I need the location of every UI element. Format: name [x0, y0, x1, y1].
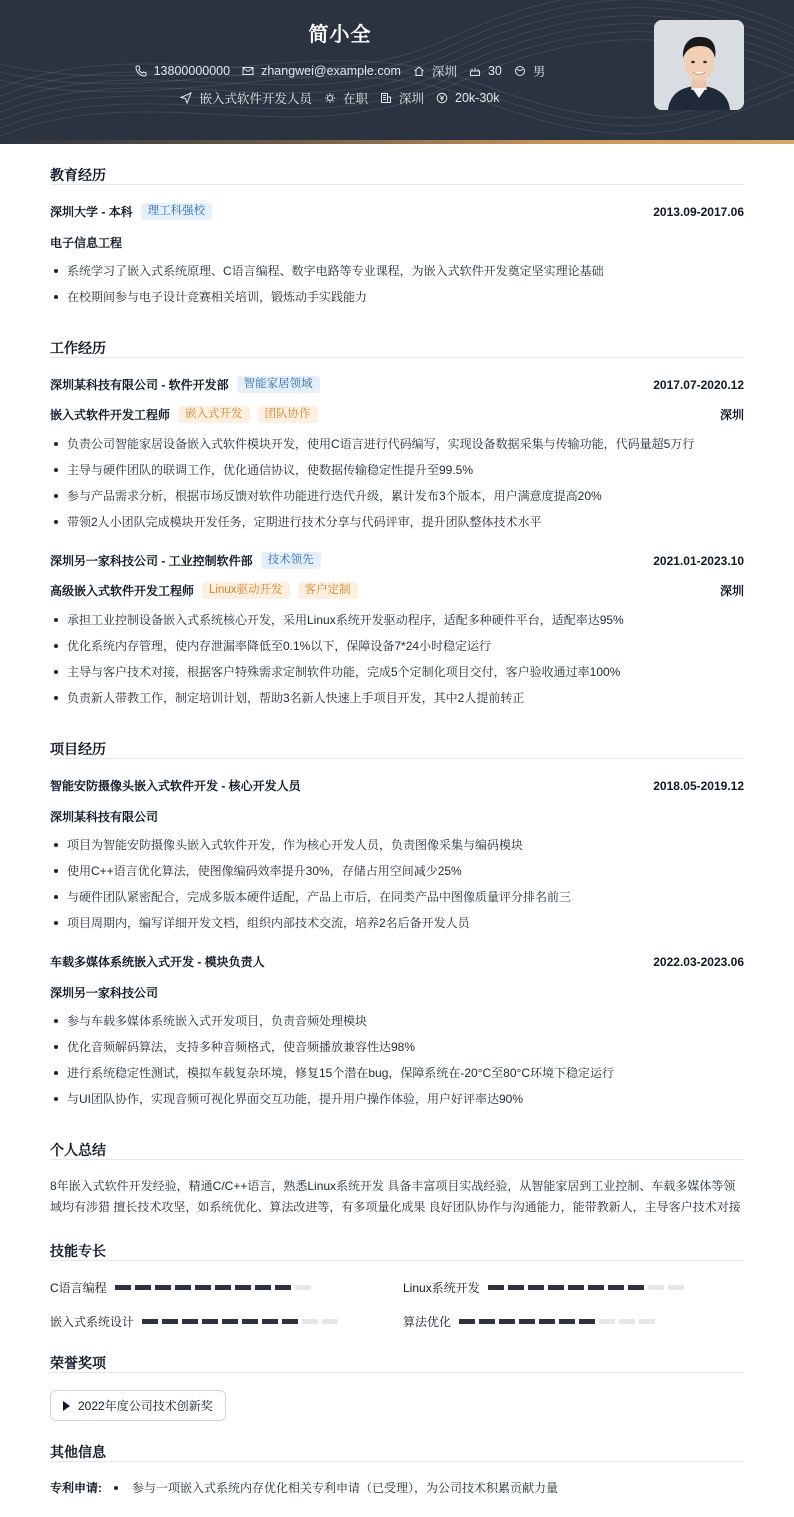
summary-text	[50, 1176, 744, 1218]
skill-dash-filled	[115, 1285, 131, 1290]
list-item: 进行系统稳定性测试，模拟车载复杂环境，修复15个潜在bug，保障系统在-20°C至80°C环境下稳定运行	[50, 1060, 744, 1086]
skill-dash-empty	[599, 1319, 615, 1324]
skill-dash-filled	[519, 1319, 535, 1324]
job-title-info	[180, 89, 312, 107]
skill-dash-empty	[295, 1285, 311, 1290]
major-name: 电子信息工程	[50, 236, 123, 250]
list-item: 负责公司智能家居设备嵌入式软件模块开发，使用C语言进行代码编写，实现设备数据采集与传输功能，代码量超5万行	[50, 431, 744, 457]
project-entry-header	[50, 777, 744, 794]
skill-dash-filled	[488, 1285, 504, 1290]
work-city: 深圳	[719, 584, 744, 598]
target-city-text: 深圳	[399, 92, 425, 106]
phone-info	[135, 64, 230, 78]
skill-dash-filled	[215, 1285, 231, 1290]
skill-dash-filled	[255, 1285, 271, 1290]
phone-text: 13800000000	[153, 64, 231, 78]
skill-dash-filled	[528, 1285, 544, 1290]
gender-text: 男	[532, 65, 546, 79]
skill-name: C语言编程	[50, 1281, 107, 1295]
play-triangle-icon	[63, 1401, 70, 1411]
skill-dash-empty	[322, 1319, 338, 1324]
project-title: 车载多媒体系统嵌入式开发 - 模块负责人	[50, 955, 265, 969]
work-entry-header	[50, 376, 744, 393]
role-title: 嵌入式软件开发工程师	[50, 408, 171, 422]
education-bullets	[50, 258, 744, 310]
work-city: 深圳	[719, 408, 744, 422]
list-item: 项目周期内，编写详细开发文档，组织内部技术交流，培养2名后备开发人员	[50, 910, 744, 936]
skill-dash-filled	[539, 1319, 555, 1324]
skill-name: 嵌入式系统设计	[50, 1315, 135, 1329]
skill-dash-filled	[155, 1285, 171, 1290]
skill-item	[403, 1279, 688, 1296]
section-divider	[50, 357, 744, 358]
skill-dash-filled	[548, 1285, 564, 1290]
list-item: 优化音频解码算法，支持多种音频格式，使音频播放兼容性达98%	[50, 1034, 744, 1060]
section-divider	[50, 758, 744, 759]
section-divider	[50, 1372, 744, 1373]
work-entry-header	[50, 552, 744, 569]
home-icon	[413, 65, 425, 77]
skill-dash-filled	[202, 1319, 218, 1324]
education-date: 2013.09-2017.06	[653, 204, 744, 219]
skill-level-bar	[115, 1285, 315, 1290]
avatar	[654, 20, 744, 110]
list-item: 与硬件团队紧密配合，完成多版本硬件适配，产品上市后，在同类产品中图像质量评分排名前三	[50, 884, 744, 910]
building-icon	[380, 92, 392, 104]
section-divider	[50, 184, 744, 185]
skill-dash-filled	[222, 1319, 238, 1324]
company-tag: 智能家居领域	[237, 376, 320, 393]
skill-dash-filled	[162, 1319, 178, 1324]
skill-dash-empty	[648, 1285, 664, 1290]
project-company: 深圳另一家科技公司	[50, 986, 159, 1000]
job-row	[0, 89, 680, 107]
skill-name: Linux系统开发	[403, 1281, 480, 1295]
skill-level-bar	[459, 1319, 659, 1324]
email-text: zhangwei@example.com	[261, 64, 401, 78]
section-title-other: 其他信息	[50, 1444, 106, 1460]
list-item: 负责新人带教工作，制定培训计划，帮助3名新人快速上手项目开发，其中2人提前转正	[50, 685, 744, 711]
skill-dash-empty	[668, 1285, 684, 1290]
skill-dash-filled	[275, 1285, 291, 1290]
work-role-row	[50, 582, 744, 599]
other-text: 参与一项嵌入式系统内存优化相关专利申请（已受理），为公司技术积累贡献力量	[132, 1481, 559, 1495]
section-title-summary: 个人总结	[50, 1142, 106, 1158]
project-date: 2018.05-2019.12	[653, 778, 744, 793]
skill-dash-filled	[588, 1285, 604, 1290]
skill-dash-filled	[579, 1319, 595, 1324]
list-item: 参与车载多媒体系统嵌入式开发项目，负责音频处理模块	[50, 1008, 744, 1034]
age-info	[469, 64, 502, 78]
skill-dash-filled	[628, 1285, 644, 1290]
skill-item	[403, 1313, 659, 1330]
role-tag: Linux驱动开发	[202, 582, 290, 599]
section-title-projects: 项目经历	[50, 741, 106, 757]
list-item: 在校期间参与电子设计竞赛相关培训，锻炼动手实践能力	[50, 284, 744, 310]
skill-dash-filled	[175, 1285, 191, 1290]
work-bullets	[50, 431, 744, 535]
work-date: 2017.07-2020.12	[653, 377, 744, 392]
school-name: 深圳大学 - 本科	[50, 205, 133, 219]
section-divider	[50, 1159, 744, 1160]
skill-dash-filled	[235, 1285, 251, 1290]
skill-level-bar	[488, 1285, 688, 1290]
summary-line: 8年嵌入式软件开发经验，精通C/C++语言，熟悉Linux系统开发 具备丰富项目实战经验，从智能家居到工业控制、车载多媒体等领	[50, 1179, 736, 1193]
project-company: 深圳某科技有限公司	[50, 810, 159, 824]
email-info	[242, 64, 401, 78]
candidate-name: 简小全	[308, 24, 372, 46]
project-bullets	[50, 1008, 744, 1112]
skill-dash-filled	[242, 1319, 258, 1324]
role-tag: 团队协作	[258, 406, 318, 423]
section-divider	[50, 1461, 744, 1462]
list-item: 使用C++语言优化算法，使图像编码效率提升30%，存储占用空间减少25%	[50, 858, 744, 884]
header-accent-bar	[0, 140, 794, 144]
age-text: 30	[487, 64, 502, 78]
list-item: 项目为智能安防摄像头嵌入式软件开发，作为核心开发人员，负责图像采集与编码模块	[50, 832, 744, 858]
status-icon	[324, 92, 336, 104]
resume-header	[0, 0, 794, 140]
school-tag: 理工科强校	[141, 203, 213, 220]
gender-info	[514, 62, 546, 80]
company-name: 深圳另一家科技公司 - 工业控制软件部	[50, 554, 253, 568]
list-item: 与UI团队协作，实现音频可视化界面交互功能，提升用户操作体验，用户好评率达90%	[50, 1086, 744, 1112]
skill-dash-empty	[302, 1319, 318, 1324]
skill-item	[50, 1313, 342, 1330]
company-tag: 技术领先	[261, 552, 321, 569]
award-item[interactable]	[50, 1390, 226, 1421]
skill-dash-filled	[262, 1319, 278, 1324]
role-tag: 客户定制	[298, 582, 358, 599]
skill-dash-filled	[568, 1285, 584, 1290]
location-text: 深圳	[431, 65, 457, 79]
other-info-row	[50, 1479, 558, 1496]
skill-dash-empty	[639, 1319, 655, 1324]
project-date: 2022.03-2023.06	[653, 954, 744, 969]
skill-dash-filled	[142, 1319, 158, 1324]
skill-dash-filled	[195, 1285, 211, 1290]
project-entry-header	[50, 953, 744, 970]
section-title-awards: 荣誉奖项	[50, 1355, 106, 1371]
salary-text: 20k-30k	[455, 91, 500, 105]
salary-info	[436, 91, 499, 105]
skill-dash-filled	[608, 1285, 624, 1290]
status-info	[324, 89, 368, 107]
role-title: 高级嵌入式软件开发工程师	[50, 584, 195, 598]
project-bullets	[50, 832, 744, 936]
role-tag: 嵌入式开发	[178, 406, 250, 423]
skill-dash-filled	[459, 1319, 475, 1324]
section-title-work: 工作经历	[50, 340, 106, 356]
skill-name: 算法优化	[403, 1315, 452, 1329]
company-name: 深圳某科技有限公司 - 软件开发部	[50, 378, 229, 392]
skill-dash-filled	[559, 1319, 575, 1324]
work-bullets	[50, 607, 744, 711]
skill-dash-filled	[479, 1319, 495, 1324]
mail-icon	[242, 65, 254, 77]
project-title: 智能安防摄像头嵌入式软件开发 - 核心开发人员	[50, 779, 301, 793]
list-item: 带领2人小团队完成模块开发任务，定期进行技术分享与代码评审，提升团队整体技术水平	[50, 509, 744, 535]
list-item: 系统学习了嵌入式系统原理、C语言编程、数字电路等专业课程，为嵌入式软件开发奠定坚实理论基础	[50, 258, 744, 284]
send-icon	[180, 92, 192, 104]
section-title-skills: 技能专长	[50, 1243, 106, 1259]
contact-row	[0, 62, 680, 80]
section-title-education: 教育经历	[50, 167, 106, 183]
money-icon	[436, 92, 448, 104]
skill-level-bar	[142, 1319, 342, 1324]
skill-dash-filled	[182, 1319, 198, 1324]
skill-dash-filled	[282, 1319, 298, 1324]
other-label: 专利申请:	[50, 1481, 102, 1495]
list-item: 优化系统内存管理，使内存泄漏率降低至0.1%以下，保障设备7*24小时稳定运行	[50, 633, 744, 659]
profile-photo	[654, 20, 744, 110]
job-title-text: 嵌入式软件开发人员	[199, 92, 312, 106]
location-info	[413, 62, 457, 80]
phone-icon	[135, 65, 147, 77]
award-name: 2022年度公司技术创新奖	[78, 1399, 213, 1413]
skill-dash-filled	[135, 1285, 151, 1290]
work-date: 2021.01-2023.10	[653, 553, 744, 568]
work-role-row	[50, 406, 744, 423]
skill-item	[50, 1279, 315, 1296]
age-icon	[469, 65, 481, 77]
list-item: 主导与客户技术对接，根据客户特殊需求定制软件功能，完成5个定制化项目交付，客户验收通过率100%	[50, 659, 744, 685]
summary-line: 域均有涉猎 擅长技术攻坚，如系统优化、算法改进等，有多项量化成果 良好团队协作与沟通能力，能带教新人，主导客户技术对接	[50, 1200, 741, 1214]
status-text: 在职	[343, 92, 369, 106]
skill-dash-filled	[499, 1319, 515, 1324]
list-item: 承担工业控制设备嵌入式系统核心开发，采用Linux系统开发驱动程序，适配多种硬件平台，适配率达95%	[50, 607, 744, 633]
target-city-info	[380, 89, 424, 107]
gender-icon	[514, 65, 526, 77]
skill-dash-filled	[508, 1285, 524, 1290]
list-item: 参与产品需求分析，根据市场反馈对软件功能进行迭代升级，累计发布3个版本，用户满意度提高20%	[50, 483, 744, 509]
list-item: 主导与硬件团队的联调工作，优化通信协议，使数据传输稳定性提升至99.5%	[50, 457, 744, 483]
skill-dash-empty	[619, 1319, 635, 1324]
section-divider	[50, 1260, 744, 1261]
bullet-dot	[114, 1486, 118, 1490]
education-entry-header	[50, 203, 744, 220]
